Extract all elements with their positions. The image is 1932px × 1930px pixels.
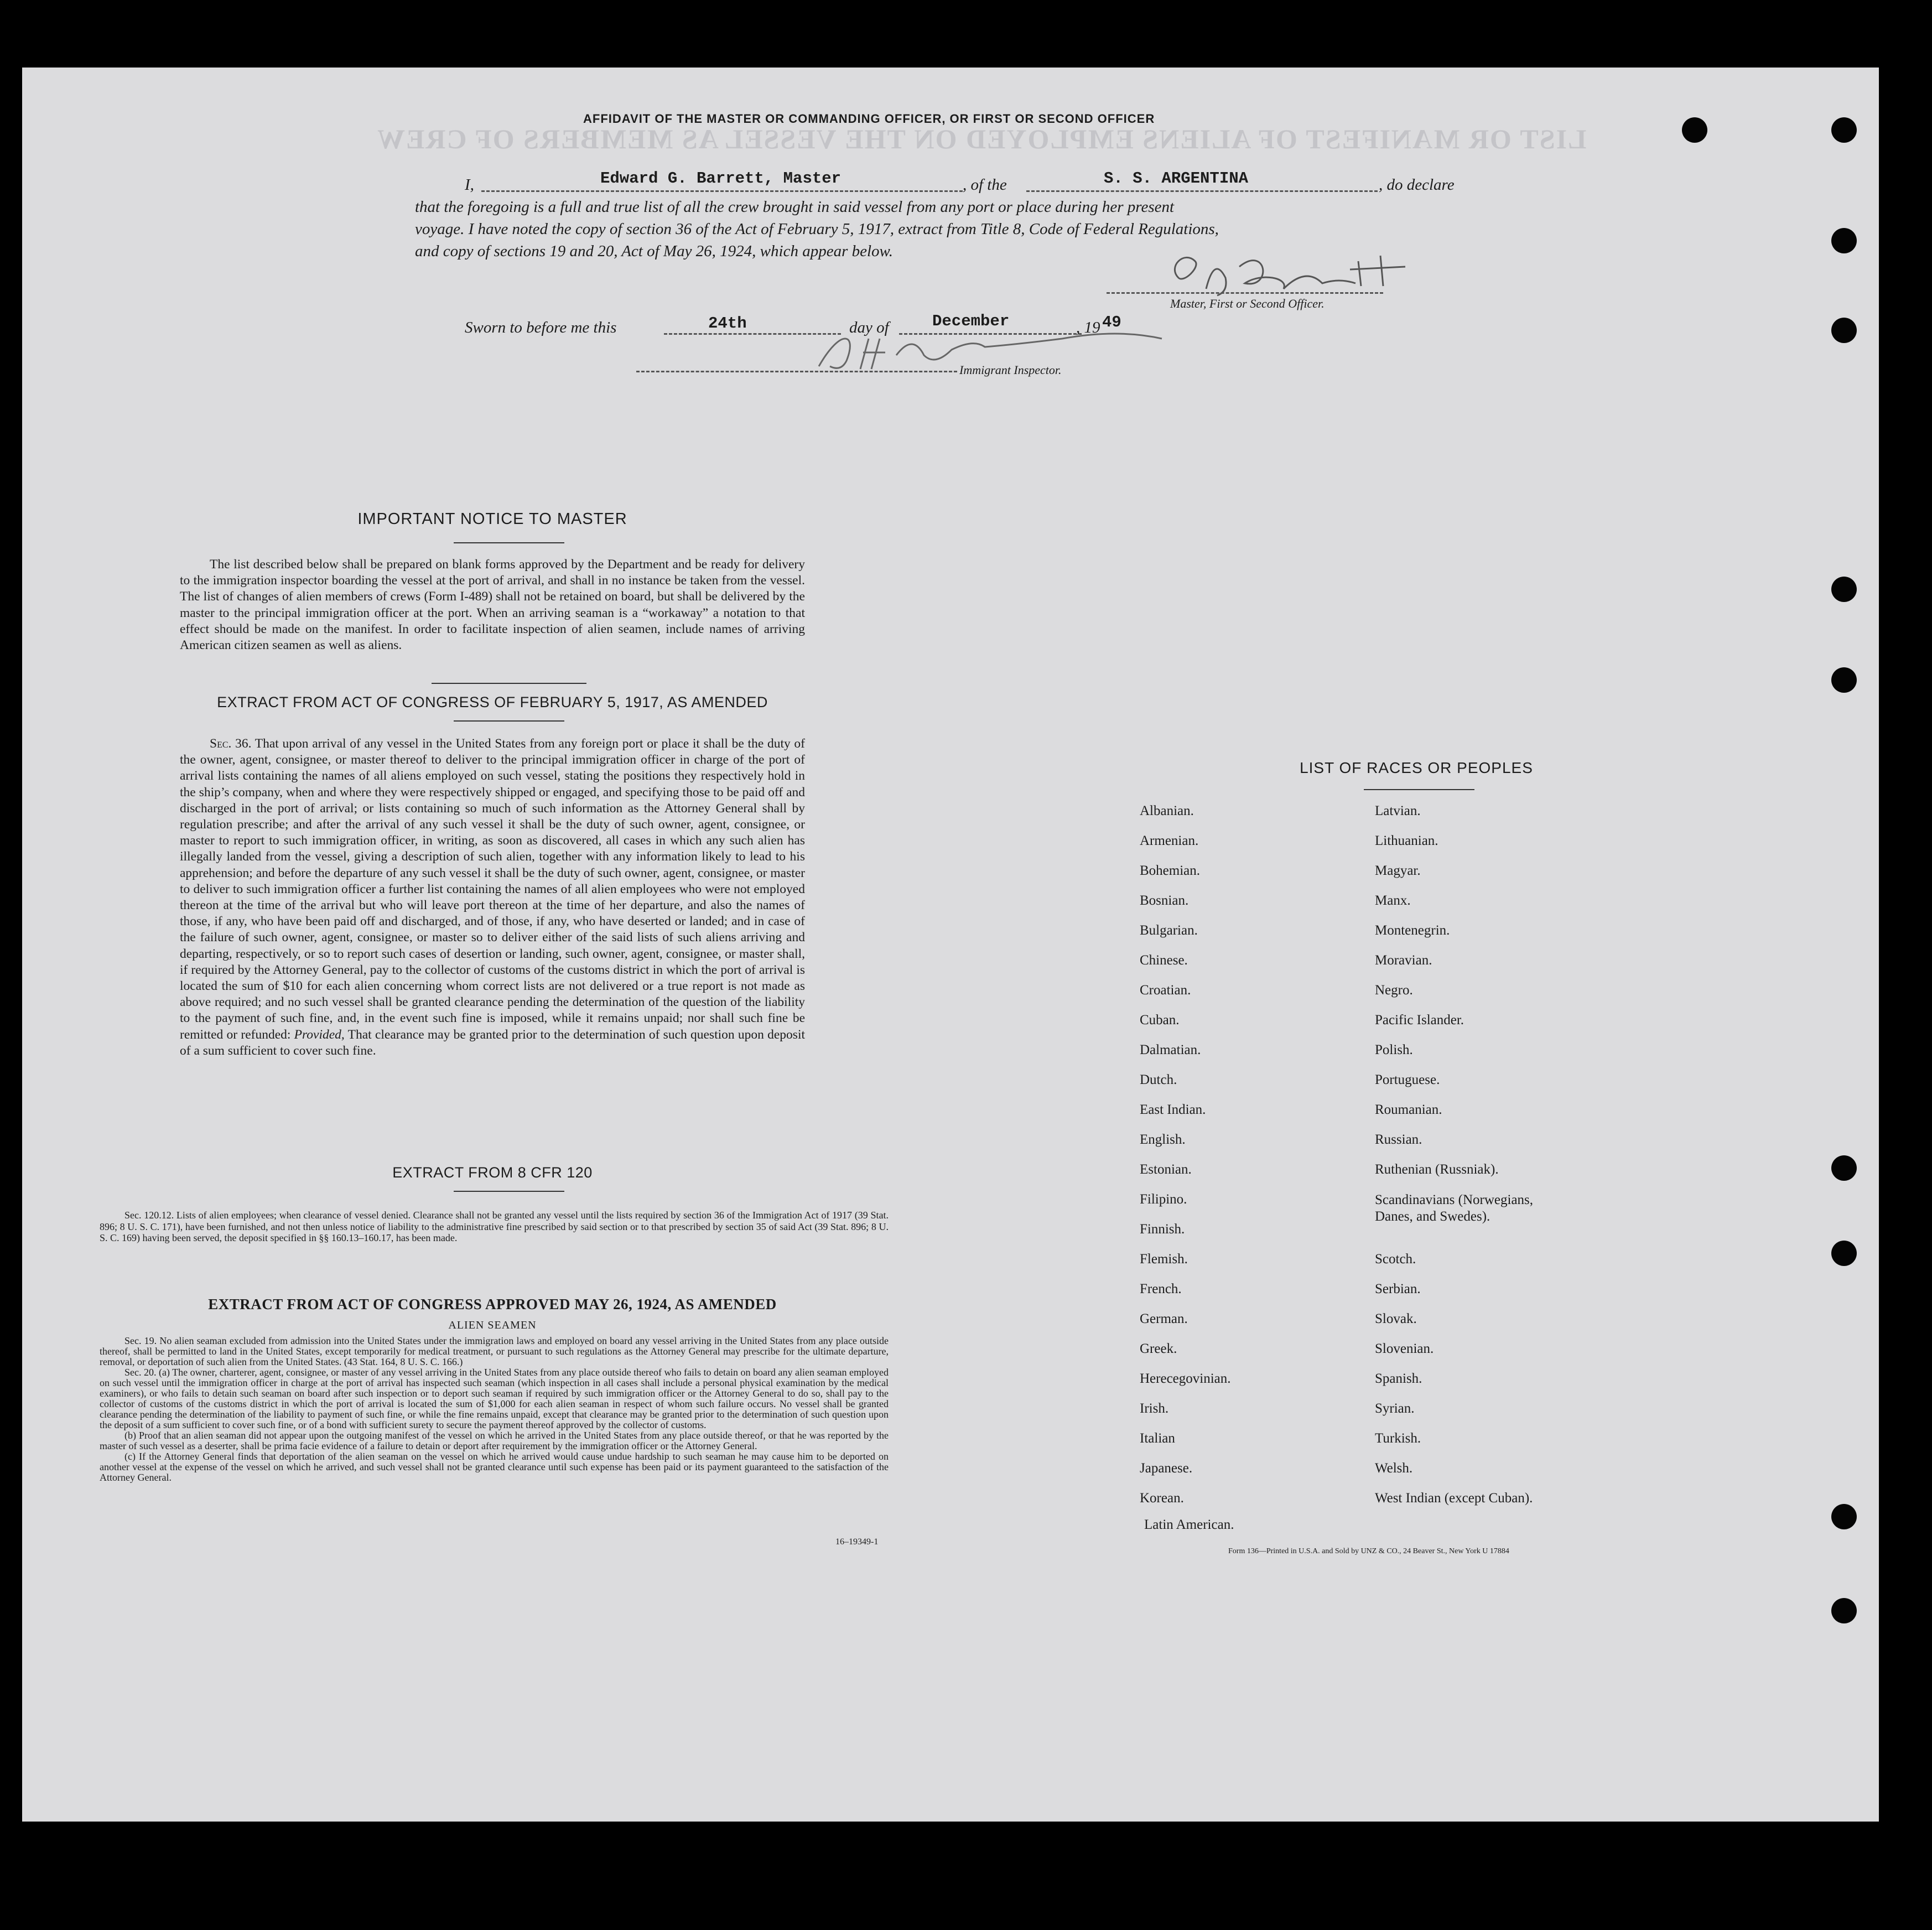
race-item: Korean. <box>1140 1491 1184 1506</box>
race-item: Dalmatian. <box>1140 1042 1201 1057</box>
master-name: Edward G. Barrett, Master <box>600 169 842 188</box>
race-item: Croatian. <box>1140 983 1191 998</box>
race-item: East Indian. <box>1140 1102 1206 1117</box>
affidavit-line-1: that the foregoing is a full and true list of all the crew brought in said vessel from any port or place during her present <box>415 198 1175 216</box>
sworn-label: Sworn to before me this <box>465 319 617 336</box>
sworn-month: December <box>932 312 1010 330</box>
year-suffix: 49 <box>1102 313 1121 331</box>
day-of-label: day of <box>849 319 889 336</box>
race-item: Japanese. <box>1140 1461 1193 1476</box>
sec-36-label: Sec. 36. <box>210 736 252 751</box>
vessel-name: S. S. ARGENTINA <box>1104 169 1249 188</box>
notice-rule <box>432 683 586 684</box>
race-item: Scandinavians (Norwegians, Danes, and Swedes). <box>1375 1192 1534 1224</box>
race-item: English. <box>1140 1132 1186 1147</box>
binder-hole <box>1831 228 1857 253</box>
binder-hole <box>1831 1155 1857 1181</box>
race-item: Finnish. <box>1140 1222 1185 1237</box>
races-title-rule <box>1364 789 1474 790</box>
race-item: Negro. <box>1375 983 1413 998</box>
binder-hole <box>1831 1504 1857 1529</box>
sworn-day: 24th <box>708 314 747 333</box>
race-item: Filipino. <box>1140 1192 1187 1207</box>
race-item: Estonian. <box>1140 1162 1192 1177</box>
race-item: Bohemian. <box>1140 863 1201 878</box>
inspector-signature-caption: Immigrant Inspector. <box>959 363 1062 377</box>
race-item: Latvian. <box>1375 803 1421 818</box>
extract-1917-body <box>180 736 805 1059</box>
notice-title-rule <box>454 542 564 543</box>
sec-20b-text: (b) Proof that an alien seaman did not appear upon the outgoing manifest of the vessel on which he arrived in the United States from any place outside thereof, or that he was reported by the master of such vessel as a deserter, shall be prima facie evidence of a failure to detain or deport after requirement by the immigration officer or the Attorney General. <box>100 1430 889 1451</box>
race-item: Turkish. <box>1375 1431 1421 1446</box>
sec-19-text: Sec. 19. No alien seaman excluded from admission into the United States under the immigration laws and employed on board any vessel arriving in the United States from any place outside thereof, shall be permitted to land in the United States, except temporarily for medical treatment, or pursuant to such regulations as the Attorney General may prescribe for the ultimate departure, removal, or deportation of such alien from the United States. (43 Stat. 164, 8 U. S. C. 166.) <box>100 1335 889 1367</box>
race-item: Herecegovinian. <box>1140 1371 1231 1386</box>
race-item: West Indian (except Cuban). <box>1375 1491 1533 1506</box>
race-item: Montenegrin. <box>1375 923 1450 938</box>
race-item: Armenian. <box>1140 833 1199 848</box>
race-item: Slovenian. <box>1375 1341 1434 1356</box>
sec-36-text: That upon arrival of any vessel in the United States from any foreign port or place it shall be the duty of the owner, agent, consignee, or master thereof to deliver to the principal immigration officer in charge of the port of arrival lists containing the names of all aliens employed on such vessel, stating the positions they respectively hold in the ship’s company, when and where they were respectively shipped or engaged, and specifying those to be paid off and discharged in the port of arrival; or lists containing so much of such information as the Attorney General shall by regulation prescribe; and after the arrival of any such vessel it shall be the duty of such owner, agent, consignee, or master to report to such immigration officer, in writing, as soon as discovered, all cases in which any such alien has illegally landed from the vessel, giving a description of such alien, together with any information likely to lead to his apprehension; and before the departure of any such vessel it shall be the duty of such owner, agent, consignee, or master to deliver to such immigration officer a further list containing the names of all alien employees who were not employed thereon at the time of the arrival but who will leave port thereon at the time of her departure, and also the names of those, if any, who have been paid off and discharged, and of those, if any, who have deserted or landed; and in case of the failure of such owner, agent, consignee, or master so to deliver either of the said lists of such aliens arriving and departing, respectively, or so to report such cases of desertion or landing, such owner, agent, consignee, or master shall, if required by the Attorney General, pay to the collector of customs of the customs district in which the port of arrival is located the sum of $10 for each alien concerning whom correct lists are not delivered or a true report is not made as above required; and no such vessel shall be granted clearance pending the determination of the question of the liability to the payment of such fine, and, in the event such fine is imposed, while it remains unpaid; nor shall such fine be remitted or refunded: <box>180 736 806 1042</box>
race-item: Spanish. <box>1375 1371 1422 1386</box>
race-item: Bulgarian. <box>1140 923 1198 938</box>
race-item: Slovak. <box>1375 1311 1417 1326</box>
extract-1924-subtitle: ALIEN SEAMEN <box>448 1319 537 1331</box>
notice-title: IMPORTANT NOTICE TO MASTER <box>357 510 627 528</box>
cfr-title: EXTRACT FROM 8 CFR 120 <box>392 1164 593 1181</box>
race-item: Albanian. <box>1140 803 1194 818</box>
race-item: Ruthenian (Russniak). <box>1375 1162 1499 1177</box>
of-the-label: , of the <box>963 176 1007 194</box>
master-signature-line <box>1107 292 1383 294</box>
race-item: Polish. <box>1375 1042 1413 1057</box>
binder-hole <box>1831 1598 1857 1623</box>
extract-1924-title: EXTRACT FROM ACT OF CONGRESS APPROVED MAY 26, 1924, AS AMENDED <box>208 1296 777 1312</box>
inspector-signature-line <box>636 371 957 372</box>
race-item: Manx. <box>1375 893 1411 908</box>
race-item: Flemish. <box>1140 1252 1188 1267</box>
notice-body: The list described below shall be prepared on blank forms approved by the Department and be ready for delivery to the immigration inspector boarding the vessel at the port of arrival, and shall in no instance be taken from the vessel. The list of changes of alien members of crews (Form I-489) shall not be retained on board, but shall be delivered by the master to the principal immigration officer at the port. When an arriving seaman is a “workaway” a notation to that effect should be made on the manifest. In order to facilitate inspection of alien seamen, include names of arriving American citizen seamen as well as aliens. <box>180 557 805 653</box>
sec-36-text-end: That clearance may be granted prior to the determination of such question upon deposit of a sum sufficient to cover such fine. <box>180 1027 806 1058</box>
binder-hole <box>1682 117 1707 143</box>
affidavit-title: AFFIDAVIT OF THE MASTER OR COMMANDING OFFICER, OR FIRST OR SECOND OFFICER <box>583 112 1155 126</box>
sec-20a-text: Sec. 20. (a) The owner, charterer, agent, consignee, or master of any vessel arriving in the United States from any place outside thereof who fails to detain on board any alien seaman employed on such vessel until the immigration officer in charge at the port of arrival has inspected such seaman (which inspection in all cases shall include a personal physical examination by the medical examiners), or who fails to detain such seaman on board after such inspection or to deport such seaman if required by such immigration officer or the Attorney General to do so, shall pay to the collector of customs of the customs district in which the port of arrival is located the sum of $1,000 for each alien seaman in respect of whom such failure occurs. No vessel shall be granted clearance pending the determination of the liability to payment of such fine, or while the fine remains unpaid, except that clearance may be granted prior to the determination of such question upon the deposit of a sum sufficient to cover such fine, or of a bond with sufficient surety to secure the payment thereof approved by the collector of customs. <box>100 1367 889 1430</box>
race-item: Pacific Islander. <box>1375 1013 1464 1028</box>
binder-hole <box>1831 117 1857 143</box>
race-item: Greek. <box>1140 1341 1177 1356</box>
affidavit-i: I, <box>465 176 474 194</box>
form-footer: Form 136—Printed in U.S.A. and Sold by UNZ & CO., 24 Beaver St., New York U 17884 <box>1228 1547 1509 1555</box>
race-item: Magyar. <box>1375 863 1421 878</box>
race-item: Cuban. <box>1140 1013 1180 1028</box>
sec-20c-text: (c) If the Attorney General finds that deportation of the alien seaman on the vessel on which he arrived would cause undue hardship to such seaman he may cause him to be deported on another vessel at the expense of the vessel on which he arrived, and such vessel shall not be granted clearance until such expense has been paid or its payment guaranteed to the satisfaction of the Attorney General. <box>100 1451 889 1483</box>
cfr-body: Sec. 120.12. Lists of alien employees; when clearance of vessel denied. Clearance shall not be granted any vessel until the lists required by section 36 of the Immigration Act of 1917 (39 Stat. 896; 8 U. S. C. 171), have been furnished, and not then unless notice of liability to the administrative fine prescribed by said section or to that prescribed by section 35 of said Act (39 Stat. 896; 8 U. S. C. 169) having been served, the deposit specified in §§ 160.13–160.17, has been made. <box>100 1210 889 1243</box>
affidavit-line-3: and copy of sections 19 and 20, Act of May 26, 1924, which appear below. <box>415 242 893 260</box>
race-item: Dutch. <box>1140 1072 1177 1087</box>
binder-hole <box>1831 577 1857 602</box>
races-title: LIST OF RACES OR PEOPLES <box>1300 759 1533 776</box>
extract-1917-title-rule <box>454 720 564 722</box>
race-item: Irish. <box>1140 1401 1169 1416</box>
race-item: Bosnian. <box>1140 893 1189 908</box>
race-item: Syrian. <box>1375 1401 1415 1416</box>
extract-1917-title: EXTRACT FROM ACT OF CONGRESS OF FEBRUARY 5, 1917, AS AMENDED <box>217 694 768 710</box>
race-item: Russian. <box>1375 1132 1422 1147</box>
race-item: Italian <box>1140 1431 1175 1446</box>
master-signature-caption: Master, First or Second Officer. <box>1170 297 1325 310</box>
race-item: German. <box>1140 1311 1188 1326</box>
document-page <box>22 68 1879 1822</box>
cfr-title-rule <box>454 1191 564 1192</box>
race-item: Moravian. <box>1375 953 1432 968</box>
bleed-through-text: LIST OR MANIFEST OF ALIENS EMPLOYED ON THE VESSEL AS MEMBERS OF CREW <box>376 123 1587 154</box>
race-item: Welsh. <box>1375 1461 1413 1476</box>
affidavit-line-2: voyage. I have noted the copy of section 36 of the Act of February 5, 1917, extract from Title 8, Code of Federal Regulations, <box>415 220 1219 238</box>
binder-hole <box>1831 318 1857 343</box>
race-item: Roumanian. <box>1375 1102 1442 1117</box>
race-item: Portuguese. <box>1375 1072 1440 1087</box>
extract-1924-code: 16–19349-1 <box>835 1537 879 1547</box>
master-name-line <box>481 190 963 192</box>
binder-hole <box>1831 667 1857 693</box>
race-item: Chinese. <box>1140 953 1188 968</box>
binder-hole <box>1831 1241 1857 1266</box>
do-declare-label: , do declare <box>1379 176 1455 194</box>
year-prefix: , 19 <box>1076 319 1100 336</box>
race-item: French. <box>1140 1282 1182 1296</box>
provided-label: Provided, <box>294 1027 345 1042</box>
race-item: Latin American. <box>1144 1517 1234 1532</box>
extract-1924-body <box>100 1336 889 1483</box>
race-item: Serbian. <box>1375 1282 1421 1296</box>
vessel-line <box>1026 190 1378 192</box>
race-item: Scotch. <box>1375 1252 1416 1267</box>
race-item: Lithuanian. <box>1375 833 1438 848</box>
